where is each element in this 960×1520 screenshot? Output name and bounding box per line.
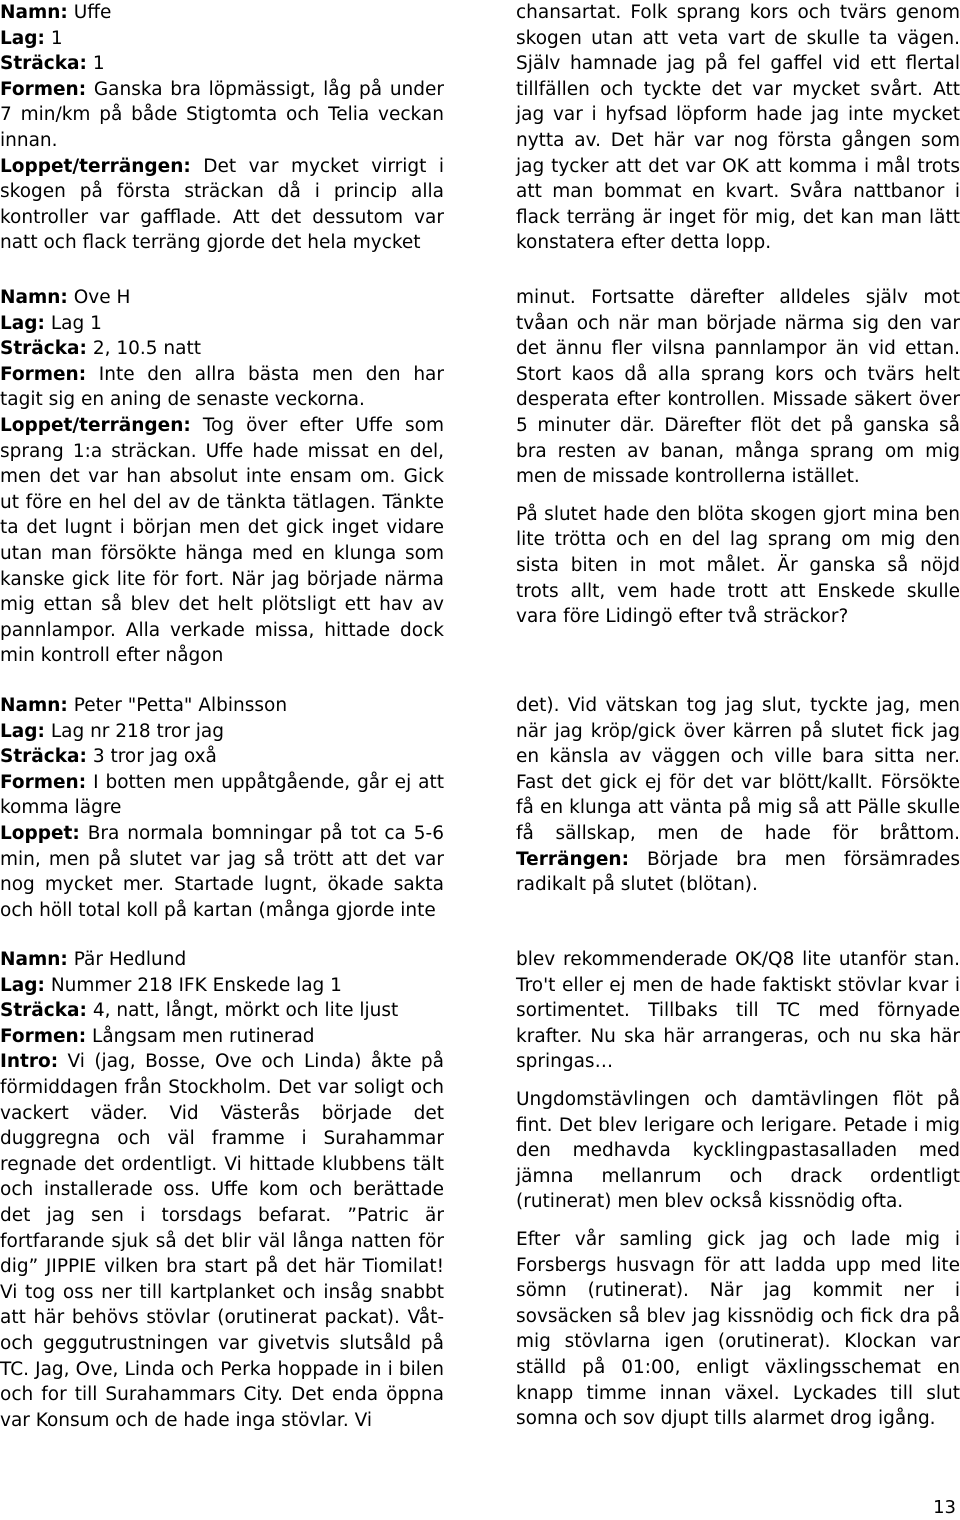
label-loppet-terrangen: Loppet/terrängen: <box>0 414 191 436</box>
block3-lag <box>0 719 444 745</box>
block3-right <box>516 693 960 898</box>
loppet-value: Bra normala bomningar på tot ca 5-6 min, men på slutet var jag så trött att det var nog mycket mer. Startade lugnt, ökade sakta och höll total koll på kartan (många gjorde inte <box>0 822 444 921</box>
block1-stracka <box>0 51 444 77</box>
block2-lag <box>0 311 444 337</box>
block4-right <box>516 947 960 1432</box>
namn-value: Pär Hedlund <box>73 949 187 970</box>
lag-value: Nummer 218 IFK Enskede lag 1 <box>50 974 342 996</box>
block4-left <box>0 947 444 1433</box>
block1-right <box>516 0 960 256</box>
block4-stracka <box>0 998 444 1024</box>
stracka-value: 3 tror jag oxå <box>92 746 217 768</box>
block4-right-paragraph-2: Ungdomstävlingen och damtävlingen flöt på fint. Det blev lerigare och lerigare. Petade i mig den medhavda kycklingpastasalladen med jämna mellanrum och drack ordentligt (rutinerat) men blev också kissnödig ofta. <box>516 1088 960 1213</box>
namn-value: Uffe <box>73 2 112 23</box>
stracka-value: 4, natt, långt, mörkt och lite ljust <box>92 1000 399 1022</box>
label-formen: Formen: <box>0 363 87 385</box>
label-namn: Namn: <box>0 695 68 716</box>
page-number: 13 <box>933 1497 956 1518</box>
lag-value: Lag 1 <box>50 312 102 334</box>
label-formen: Formen: <box>0 78 87 100</box>
block1-formen <box>0 77 444 154</box>
block3-stracka <box>0 744 444 770</box>
label-stracka: Sträcka: <box>0 1000 87 1022</box>
block1-right-paragraph: chansartat. Folk sprang kors och tvärs genom skogen utan att veta vart de skulle ta vägen. Själv hamnade jag på fel gaffel vid ett flertal tillfällen och tyckte det var mycket svårt. Att jag var i hyfsad löpform hade jag inte mycket nytta av. Det här var nog första gången som jag tycker att det var OK att komma i mål trots att man bommat en kvart. Svåra nattbanor i flack terräng är inget för mig, det kan man lätt konstatera efter detta lopp. <box>516 2 960 254</box>
block3-namn <box>0 693 444 719</box>
block3-formen <box>0 770 444 821</box>
block3-left <box>0 693 444 923</box>
label-loppet: Loppet: <box>0 822 80 844</box>
block4-namn <box>0 947 444 973</box>
stracka-value: 2, 10.5 natt <box>92 338 202 360</box>
block2-right <box>516 285 960 630</box>
loppet-value: Det var mycket virrigt i skogen på första sträckan då i princip alla kontroller var gafflade. Att det dessutom var natt och flack terräng gjorde det hela mycket <box>0 155 444 254</box>
label-lag: Lag: <box>0 312 45 334</box>
stracka-value: 1 <box>92 53 105 75</box>
label-namn: Namn: <box>0 949 68 970</box>
label-namn: Namn: <box>0 287 68 308</box>
block4-lag <box>0 973 444 999</box>
label-formen: Formen: <box>0 771 87 793</box>
label-loppet-terrangen: Loppet/terrängen: <box>0 155 191 177</box>
block2-loppet <box>0 413 444 669</box>
block2-stracka <box>0 336 444 362</box>
label-lag: Lag: <box>0 974 45 996</box>
namn-value: Peter "Petta" Albinsson <box>73 695 288 716</box>
block1-namn <box>0 0 444 26</box>
block1-loppet <box>0 154 444 256</box>
block2-formen <box>0 362 444 413</box>
label-namn: Namn: <box>0 2 68 23</box>
lag-value: 1 <box>50 27 63 49</box>
terrangen-value: Började bra men försämrades radikalt på slutet (blötan). <box>516 848 960 896</box>
block3-right-paragraph <box>516 693 960 898</box>
label-lag: Lag: <box>0 720 45 742</box>
label-formen: Formen: <box>0 1025 87 1047</box>
block1-left <box>0 0 444 256</box>
block2-left <box>0 285 444 669</box>
label-stracka: Sträcka: <box>0 53 87 75</box>
block4-right-paragraph-3: Efter vår samling gick jag och lade mig i Forsbergs husvagn för att ladda upp med lite sömn (rutinerat). När jag kommit ner i sovsäcken så blev jag kissnödig och fick dra på mig stövlarna igen (orutinerat). Klockan var ställd på 01:00, enligt växlingsschemat en knapp timme innan växel. Lyckades till slut somna och sov djupt tills alarmet drog igång. <box>516 1228 960 1430</box>
lag-value: Lag nr 218 tror jag <box>50 720 224 742</box>
block2-right-paragraph-2: På slutet hade den blöta skogen gjort mina ben lite trötta och en del lag sprang om mig den sista biten in mot målet. Är ganska så nöjd trots allt, vem hade trott att Enskede skulle vara före Lidingö efter två sträckor? <box>516 503 960 628</box>
formen-value: Långsam men rutinerad <box>92 1025 315 1047</box>
label-stracka: Sträcka: <box>0 746 87 768</box>
label-intro: Intro: <box>0 1051 59 1073</box>
block4-intro <box>0 1049 444 1433</box>
block4-right-paragraph-1: blev rekommenderade OK/Q8 lite utanför stan. Tro't eller ej men de hade faktiskt stövlar kvar i sortimentet. Tillbaks till TC med förnyade krafter. Nu ska här arrangeras, och nu ska här springas… <box>516 949 960 1073</box>
intro-value: Vi (jag, Bosse, Ove och Linda) åkte på förmiddagen från Stockholm. Det var soligt och vackert väder. Vid Västerås började det duggregna och väl framme i Surahammar regnade det ordentligt. Vi hittade klubbens tält och installerade oss. Uffe kom och berättade det jag sen i torsdags befarat. ”Patric är fortfarande sjuk så det blir väl långa natten för dig” JIPPIE vilken bra start på det här Tiomilat! Vi tog oss ner till kartplanket och insåg snabbt att här behövs stövlar (orutinerat packat). Våt- och geggutrustningen var givetvis slutsåld på TC. Jag, Ove, Linda och Perka hoppade in i bilen och for till Surahammars City. Det enda öppna var Konsum och de hade inga stövlar. Vi <box>0 1051 444 1431</box>
formen-value: Ganska bra löpmässigt, låg på under 7 min/km på både Stigtomta och Telia veckan innan. <box>0 78 444 151</box>
block3-right-text: det). Vid vätskan tog jag slut, tyckte jag, men när jag kröp/gick över kärren på slutet fick jag en känsla av väggen och ville bara sitta ner. Fast det gick ej för det var blött/kallt. Försökte få en klunga att vänta på mig så att Pälle skulle få sällskap, men de hade för bråttom. <box>516 695 960 844</box>
block4-formen <box>0 1024 444 1050</box>
label-terrangen: Terrängen: <box>516 848 629 870</box>
formen-value: Inte den allra bästa men den har tagit sig en aning de senaste veckorna. <box>0 363 444 411</box>
block2-namn <box>0 285 444 311</box>
formen-value: I botten men uppåtgående, går ej att komma lägre <box>0 771 444 819</box>
block1-lag <box>0 26 444 52</box>
label-stracka: Sträcka: <box>0 338 87 360</box>
loppet-value: Tog över efter Uffe som sprang 1:a sträckan. Uffe hade missat en del, men det var han absolut inte ensam om. Gick ut före en hel del av de tänkta tätlagen. Tänkte ta det lugnt i början men det gick inget vidare utan man försökte hänga med en klunga som kanske gick lite för fort. När jag började närma mig ettan så blev det helt plötsligt ett hav av pannlampor. Alla verkade missa, hittade dock min kontroll efter någon <box>0 414 444 667</box>
block3-loppet <box>0 821 444 923</box>
label-lag: Lag: <box>0 27 45 49</box>
namn-value: Ove H <box>73 287 131 308</box>
block2-right-paragraph-1: minut. Fortsatte därefter alldeles själv mot tvåan och när man började närma sig den var det ännu fler vilsna pannlampor än vid ettan. Stort kaos då alla sprang kors och tvärs helt desperata efter kontrollen. Missade säkert över 5 minuter där. Därefter flöt det på ganska så bra resten av banan, många sprang om mig men de missade kontrollerna istället. <box>516 287 960 488</box>
